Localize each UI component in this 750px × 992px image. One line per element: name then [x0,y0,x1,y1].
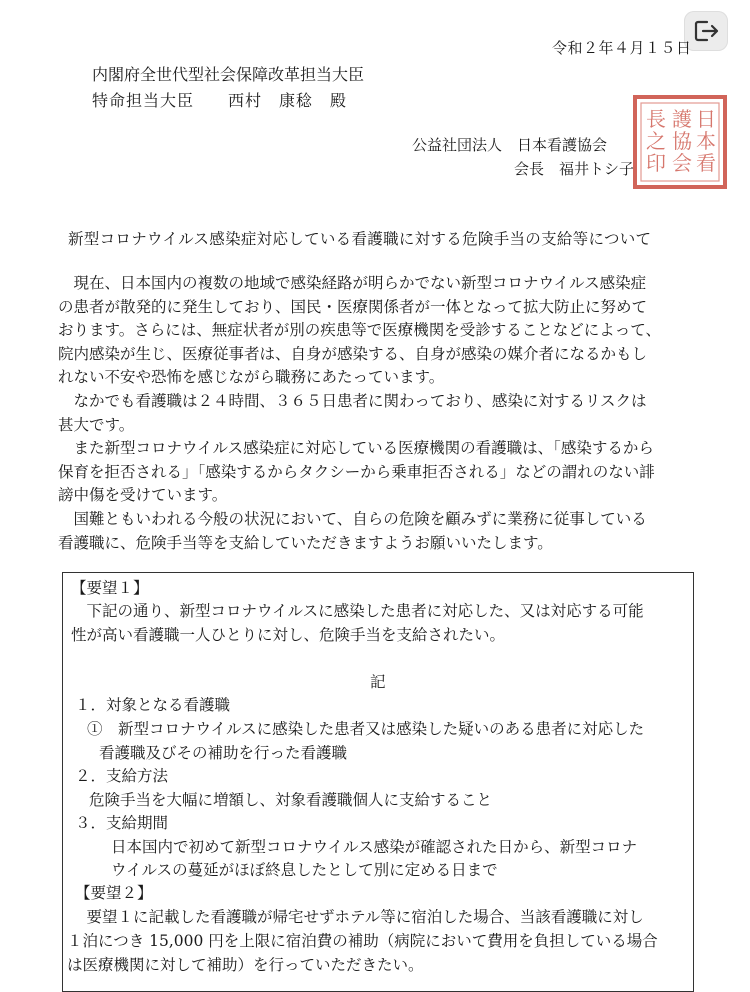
document-subject: 新型コロナウイルス感染症対応している看護職に対する危険手当の支給等について [68,230,652,248]
svg-text:印: 印 [646,151,666,175]
body-line: 看護職に、危険手当等を支給していただきますようお願いいたします。 [58,533,553,552]
svg-text:日: 日 [696,107,716,131]
body-line: おります。さらには、無症状者が別の疾患等で医療機関を受診することなどによって、 [58,321,661,340]
request-1-text: 性が高い看護職一人ひとりに対し、危険手当を支給されたい。 [71,626,506,644]
request-1-title: 【要望１】 [71,579,149,597]
document-date: 令和２年４月１５日 [552,39,692,57]
svg-text:護: 護 [672,107,692,131]
body-line: れない不安や恐怖を感じながら職務にあたっています。 [58,368,445,387]
svg-text:看: 看 [696,151,716,175]
body-line: 院内感染が生じ、医療従事者は、自身が感染する、自身が感染の媒介者になるかもし [58,344,648,363]
document-body [58,272,698,555]
svg-text:協: 協 [672,129,692,153]
body-line: 甚大です。 [58,415,135,434]
request-2-title: 【要望２】 [75,884,153,902]
body-line: 現在、日本国内の複数の地域で感染経路が明らかでない新型コロナウイルス感染症 [58,274,647,292]
official-seal-stamp [632,94,728,190]
item-3-text: 日本国内で初めて新型コロナウイルス感染が確認された日から、新型コロナ [111,838,638,856]
item-2-title: ２．支給方法 [75,767,169,785]
svg-text:長: 長 [646,107,666,131]
request-2-text: １泊につき 15,000 円を上限に宿泊費の補助（病院において費用を負担している場合 [67,932,658,950]
item-3-title: ３．支給期間 [75,814,169,832]
body-line: なかでも看護職は２４時間、３６５日患者に関わっており、感染に対するリスクは [58,391,647,410]
svg-text:会: 会 [672,151,692,175]
item-3-text: ウイルスの蔓延がほぼ終息したとして別に定める日まで [111,861,498,879]
item-1-text: 看護職及びその補助を行った看護職 [99,744,348,762]
item-1-title: １．対象となる看護職 [75,696,231,714]
body-line: また新型コロナウイルス感染症に対応している医療機関の看護職は、「感染するから [58,439,654,458]
body-line: の患者が散発的に発生しており、国民・医療関係者が一体となって拡大防止に努めて [58,297,648,316]
svg-text:本: 本 [696,129,716,153]
body-line: 保育を拒否される」「感染するからタクシーから乗車拒否される」などの謂れのない誹 [58,462,655,481]
sender-president: 会長 福井トシ子 [514,160,635,178]
body-line: 国難ともいわれる今般の状況において、自らの危険を顧みずに業務に従事している [58,509,647,528]
sender-organization: 公益社団法人 日本看護協会 [412,136,608,154]
request-box [62,572,694,992]
body-line: 謗中傷を受けています。 [58,486,228,505]
svg-text:之: 之 [646,129,666,153]
item-1-text: ① 新型コロナウイルスに感染した患者又は感染した疑いのある患者に対応した [87,720,645,738]
recipient-title: 内閣府全世代型社会保障改革担当大臣 [92,65,365,84]
item-2-text: 危険手当を大幅に増額し、対象看護職個人に支給すること [89,791,493,809]
request-1-text: 下記の通り、新型コロナウイルスに感染した患者に対応した、又は対応する可能 [71,602,644,620]
share-export-icon [693,19,719,43]
request-2-text: 要望１に記載した看護職が帰宅せずホテル等に宿泊した場合、当該看護職に対し [71,908,644,926]
ki-heading: 記 [370,673,386,691]
recipient-name: 特命担当大臣 西村 康稔 殿 [92,91,348,110]
request-2-text: は医療機関に対して補助）を行っていただきたい。 [67,956,424,974]
